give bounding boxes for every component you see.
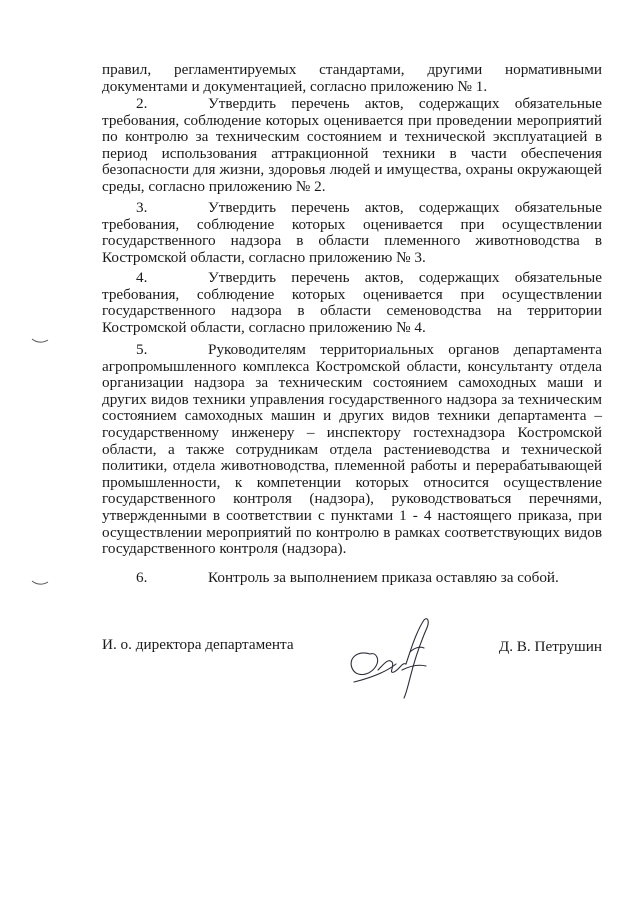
- paragraph-text: правил, регламентируемых стандартами, другими нормативными документами и документацией, согласно приложению № 1.: [102, 61, 602, 95]
- margin-mark-icon: [30, 578, 50, 588]
- paragraph-2: [102, 96, 602, 196]
- paragraph-text: Руководителям территориальных органов департамента агропромышленного комплекса Костромской области, консультанту отдела организации надзора за техническим состоянием самоходных маши и других видов техники управления государственного надзора за техническим состоянием самоходных машин и других видов техники департамента – государственному инженеру – инспектору гостехнадзора Костромской области, а также сотрудникам отдела растениеводства и технической политики, отдела животноводства, племенной работы и перерабатывающей промышленности, к компетенции которых относится осуществление государственного контроля (надзора), руководствоваться перечнями, утвержденными в соответствии с пунктами 1 - 4 настоящего приказа, при осуществлении мероприятий по контролю в рамках соответствующих видов государственного контроля (надзора).: [102, 341, 602, 558]
- paragraph-text: Утвердить перечень актов, содержащих обязательные требования, соблюдение которых оценивается при осуществлении государственного надзора в области семеноводства на территории Костромской области, согласно приложению № 4.: [102, 269, 602, 336]
- margin-mark-icon: [30, 336, 50, 346]
- signatory-title: И. о. директора департамента: [102, 636, 294, 653]
- signature-block: [102, 636, 602, 696]
- paragraph-text: Утвердить перечень актов, содержащих обязательные требования, соблюдение которых оценивается при осуществлении государственного надзора в области племенного животноводства в Костромской области, согласно приложению № 3.: [102, 199, 602, 266]
- paragraph-number: 4.: [136, 269, 148, 286]
- paragraph-text: Контроль за выполнением приказа оставляю за собой.: [208, 569, 559, 586]
- paragraph-number: 5.: [136, 341, 148, 358]
- paragraph-number: 6.: [136, 569, 148, 586]
- paragraph-text: Утвердить перечень актов, содержащих обязательные требования, соблюдение которых оценивается при проведении мероприятий по контролю за техническим состоянием и технической эксплуатацией в период использования аттракционной техники в части обеспечения безопасности для жизни, здоровья людей и имущества, охраны окружающей среды, согласно приложению № 2.: [102, 95, 602, 195]
- paragraph-3: [102, 200, 602, 266]
- paragraph-1-continuation: [102, 62, 602, 95]
- signatory-name: Д. В. Петрушин: [498, 638, 602, 655]
- paragraph-6: [102, 570, 602, 587]
- handwritten-signature-icon: [340, 612, 450, 702]
- paragraph-number: 2.: [136, 95, 148, 112]
- paragraph-5: [102, 342, 602, 558]
- paragraph-4: [102, 270, 602, 336]
- paragraph-number: 3.: [136, 199, 148, 216]
